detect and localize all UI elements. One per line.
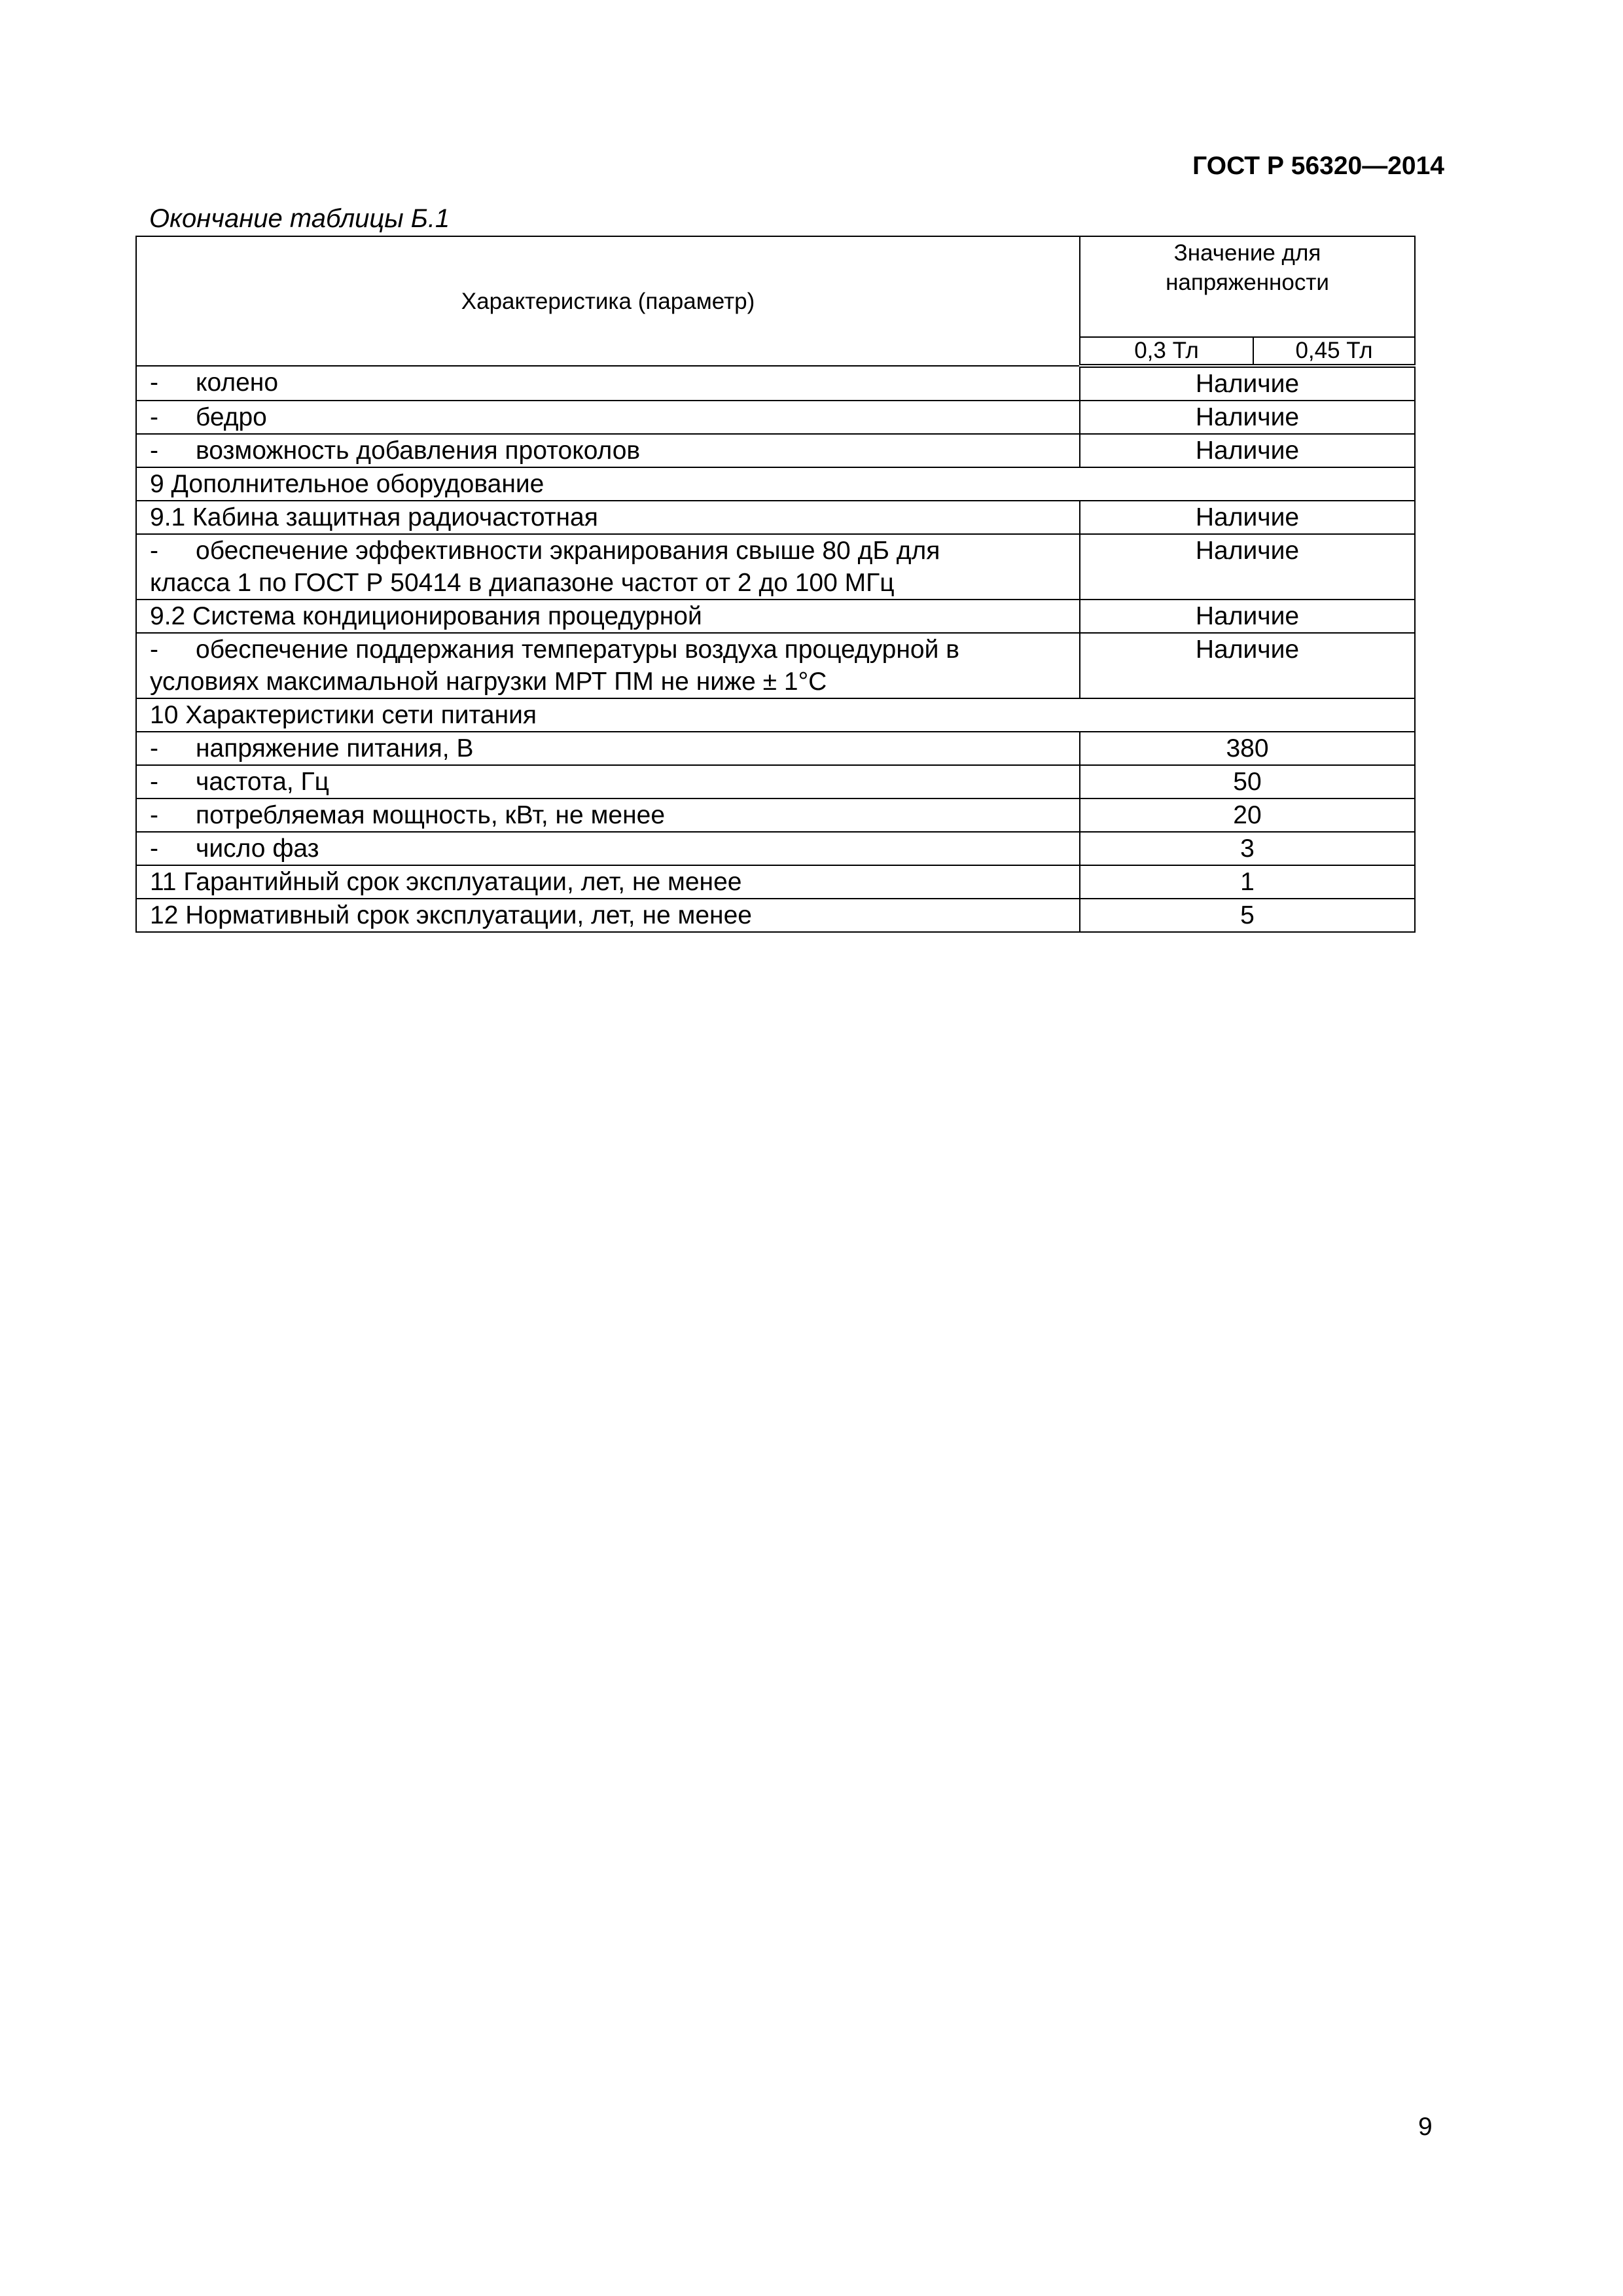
table-row [136, 865, 1415, 899]
document-code: ГОСТ Р 56320—2014 [1192, 152, 1444, 180]
list-dash: - [150, 368, 158, 397]
value-cell: Наличие [1080, 633, 1415, 698]
parameter-text: колено [196, 368, 279, 397]
parameter-text: 11 Гарантийный срок эксплуатации, лет, не менее [150, 868, 742, 896]
parameter-text-continued: класса 1 по ГОСТ Р 50414 в диапазоне частот от 2 до 100 МГц [150, 569, 895, 597]
parameter-text: возможность добавления протоколов [196, 437, 641, 465]
parameter-text: 9 Дополнительное оборудование [150, 470, 544, 498]
table-caption: Окончание таблицы Б.1 [149, 204, 450, 233]
table-row [136, 798, 1415, 832]
parameter-text: число фаз [196, 834, 319, 863]
parameter-cell [136, 765, 1080, 798]
parameter-cell [136, 832, 1080, 865]
sub-header-0-3-tesla: 0,3 Тл [1080, 337, 1253, 366]
value-cell: 1 [1080, 865, 1415, 899]
parameter-cell [136, 434, 1080, 467]
parameter-text: 9.2 Система кондиционирования процедурной [150, 602, 702, 630]
list-dash: - [150, 801, 158, 829]
parameter-text: бедро [196, 403, 267, 431]
parameter-cell [136, 401, 1080, 434]
parameter-cell [136, 899, 1080, 932]
parameter-text: обеспечение поддержания температуры воздуха процедурной в [196, 636, 959, 664]
parameter-text: потребляемая мощность, кВт, не менее [196, 801, 666, 829]
sub-header-0-45-tesla: 0,45 Тл [1253, 337, 1415, 366]
parameter-cell [136, 865, 1080, 899]
column-header-parameter: Характеристика (параметр) [136, 236, 1080, 366]
list-dash: - [150, 834, 158, 863]
parameter-text-continued: условиях максимальной нагрузки МРТ ПМ не ниже ± 1°С [150, 668, 827, 696]
table-row [136, 534, 1415, 600]
list-dash: - [150, 403, 158, 431]
parameter-text: 10 Характеристики сети питания [150, 701, 537, 729]
table-row [136, 600, 1415, 633]
value-cell: Наличие [1080, 501, 1415, 534]
list-dash: - [150, 734, 158, 762]
table-row [136, 633, 1415, 698]
parameter-text: 9.1 Кабина защитная радиочастотная [150, 503, 598, 531]
page-number: 9 [1418, 2113, 1433, 2141]
parameter-text: 12 Нормативный срок эксплуатации, лет, не менее [150, 901, 752, 929]
parameter-cell [136, 798, 1080, 832]
list-dash: - [150, 636, 158, 664]
value-cell: 50 [1080, 765, 1415, 798]
value-cell: Наличие [1080, 600, 1415, 633]
parameter-cell [136, 732, 1080, 765]
column-header-value: Значение для напряженности [1080, 236, 1415, 337]
parameter-text: обеспечение эффективности экранирования свыше 80 дБ для [196, 537, 940, 565]
list-dash: - [150, 537, 158, 565]
parameter-cell [136, 698, 1415, 732]
table-row [136, 366, 1415, 401]
table-row [136, 765, 1415, 798]
parameter-cell [136, 534, 1080, 600]
table-row [136, 732, 1415, 765]
list-dash: - [150, 768, 158, 796]
parameter-text: напряжение питания, В [196, 734, 474, 762]
parameter-cell [136, 467, 1415, 501]
parameter-cell [136, 600, 1080, 633]
parameter-cell [136, 633, 1080, 698]
spec-table [135, 236, 1416, 933]
value-cell: Наличие [1080, 401, 1415, 434]
table-row [136, 698, 1415, 732]
value-cell: 3 [1080, 832, 1415, 865]
table-row [136, 832, 1415, 865]
value-cell: 380 [1080, 732, 1415, 765]
parameter-cell [136, 366, 1080, 401]
list-dash: - [150, 437, 158, 465]
value-cell: Наличие [1080, 366, 1415, 401]
table-row [136, 501, 1415, 534]
value-cell: Наличие [1080, 534, 1415, 600]
table-row [136, 899, 1415, 932]
table-row [136, 434, 1415, 467]
table-row [136, 467, 1415, 501]
parameter-text: частота, Гц [196, 768, 330, 796]
parameter-cell [136, 501, 1080, 534]
value-cell: 20 [1080, 798, 1415, 832]
table-row [136, 401, 1415, 434]
value-cell: Наличие [1080, 434, 1415, 467]
value-cell: 5 [1080, 899, 1415, 932]
